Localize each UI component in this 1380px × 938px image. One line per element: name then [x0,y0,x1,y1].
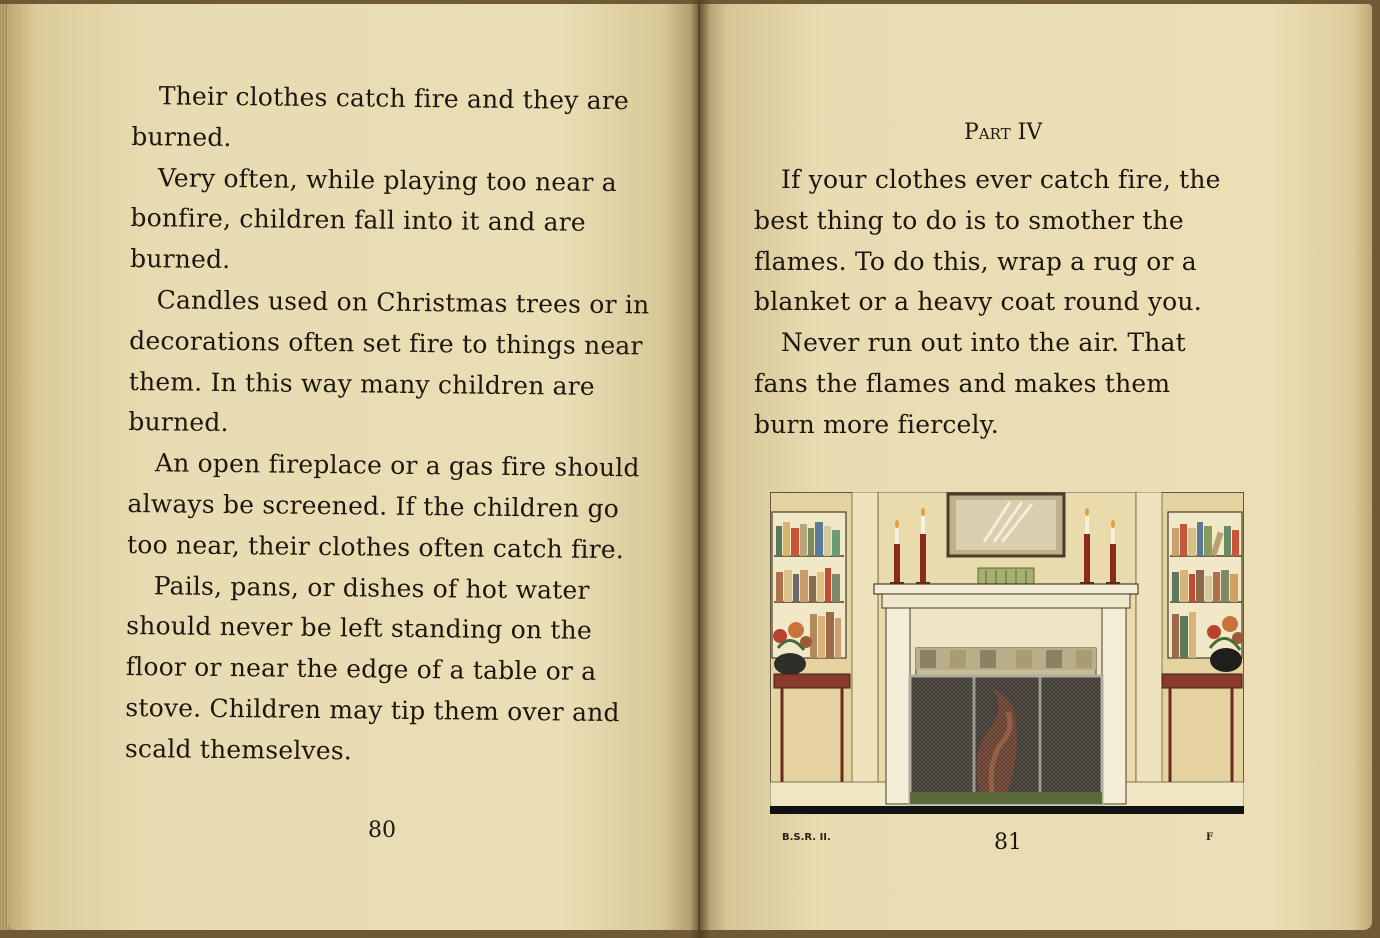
fireplace-illustration [770,492,1244,816]
book-gutter [690,0,710,938]
paragraph: Candles used on Christmas trees or in decorations often set fire to things near them. In this way many children are burned. [128,285,650,438]
paragraph: An open fireplace or a gas fire should always be screened. If the children go too near, their clothes often catch fire. [126,448,640,564]
left-page-text [125,76,652,775]
left-page [8,4,698,930]
right-bookcase-icon [1168,512,1242,658]
page-number: 81 [994,830,1022,855]
right-page-text [754,160,1234,446]
right-page [700,4,1372,930]
page-number: 80 [368,818,396,843]
fire-screen-icon [910,676,1102,804]
paragraph: Pails, pans, or dishes of hot water should never be left standing on the floor or near the edge of a table or a stove. Children may tip them over and scald themselves. [124,570,620,766]
signature-mark: F [1206,832,1214,843]
paragraph: Very often, while playing too near a bonfire, children fall into it and are burned. [129,162,617,275]
printer-signature: B.S.R. II. [782,832,831,843]
paragraph: If your clothes ever catch fire, the best thing to do is to smother the flames. To do this, wrap a rug or a blanket or a heavy coat round you. [754,165,1221,317]
section-heading: Part IV [964,120,1043,145]
paragraph: Their clothes catch fire and they are burned. [131,81,630,152]
paragraph: Never run out into the air. That fans the flames and makes them burn more fiercely. [754,328,1186,439]
